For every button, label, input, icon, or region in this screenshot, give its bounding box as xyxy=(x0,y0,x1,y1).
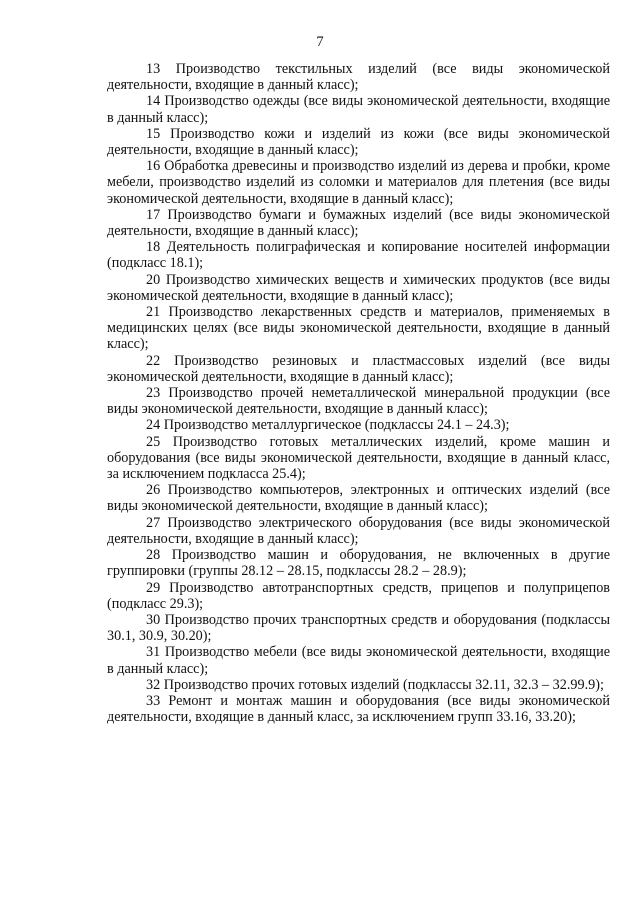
list-item: 23 Производство прочей неметаллической минеральной продукции (все виды экономической деятельности, входящие в данный класс); xyxy=(107,385,610,418)
list-item: 15 Производство кожи и изделий из кожи (все виды экономической деятельности, входящие в данный класс); xyxy=(107,125,610,159)
list-item: 32 Производство прочих готовых изделий (подклассы 32.11, 32.3 – 32.99.9); xyxy=(146,676,604,693)
list-item: 33 Ремонт и монтаж машин и оборудования (все виды экономической деятельности, входящие в данный класс, за исключением групп 33.16, 33.20); xyxy=(107,692,610,726)
list-item: 31 Производство мебели (все виды экономической деятельности, входящие в данный класс); xyxy=(107,644,610,677)
list-item: 26 Производство компьютеров, электронных и оптических изделий (все виды экономической деятельности, входящие в данный класс); xyxy=(107,482,610,515)
list-item: 28 Производство машин и оборудования, не включенных в другие группировки (группы 28.12 – 28.15, подклассы 28.2 – 28.9); xyxy=(107,547,610,580)
list-item: 17 Производство бумаги и бумажных изделий (все виды экономической деятельности, входящие в данный класс); xyxy=(107,206,610,240)
page-number: 7 xyxy=(316,34,324,50)
list-item: 18 Деятельность полиграфическая и копирование носителей информации (подкласс 18.1); xyxy=(107,239,610,272)
list-item: 30 Производство прочих транспортных средств и оборудования (подклассы 30.1, 30.9, 30.20); xyxy=(107,611,610,645)
list-item: 25 Производство готовых металлических изделий, кроме машин и оборудования (все виды экономической деятельности, входящие в данный класс, за исключением подкласса 25.4); xyxy=(107,433,610,483)
document-body xyxy=(107,61,610,725)
list-item: 29 Производство автотранспортных средств, прицепов и полуприцепов (подкласс 29.3); xyxy=(107,579,610,612)
list-item: 13 Производство текстильных изделий (все виды экономической деятельности, входящие в данный класс); xyxy=(107,61,610,94)
list-item: 24 Производство металлургическое (подклассы 24.1 – 24.3); xyxy=(146,417,510,434)
list-item: 16 Обработка древесины и производство изделий из дерева и пробки, кроме мебели, производство изделий из соломки и материалов для плетения (все виды экономической деятельности, входящие в данный класс); xyxy=(107,158,610,207)
list-item: 27 Производство электрического оборудования (все виды экономической деятельности, входящие в данный класс); xyxy=(107,514,610,547)
list-item: 14 Производство одежды (все виды экономической деятельности, входящие в данный класс); xyxy=(107,93,610,126)
list-item: 21 Производство лекарственных средств и материалов, применяемых в медицинских целях (все виды экономической деятельности, входящие в данный класс); xyxy=(107,304,610,353)
list-item: 20 Производство химических веществ и химических продуктов (все виды экономической деятельности, входящие в данный класс); xyxy=(107,271,610,304)
list-item: 22 Производство резиновых и пластмассовых изделий (все виды экономической деятельности, входящие в данный класс); xyxy=(107,352,610,385)
